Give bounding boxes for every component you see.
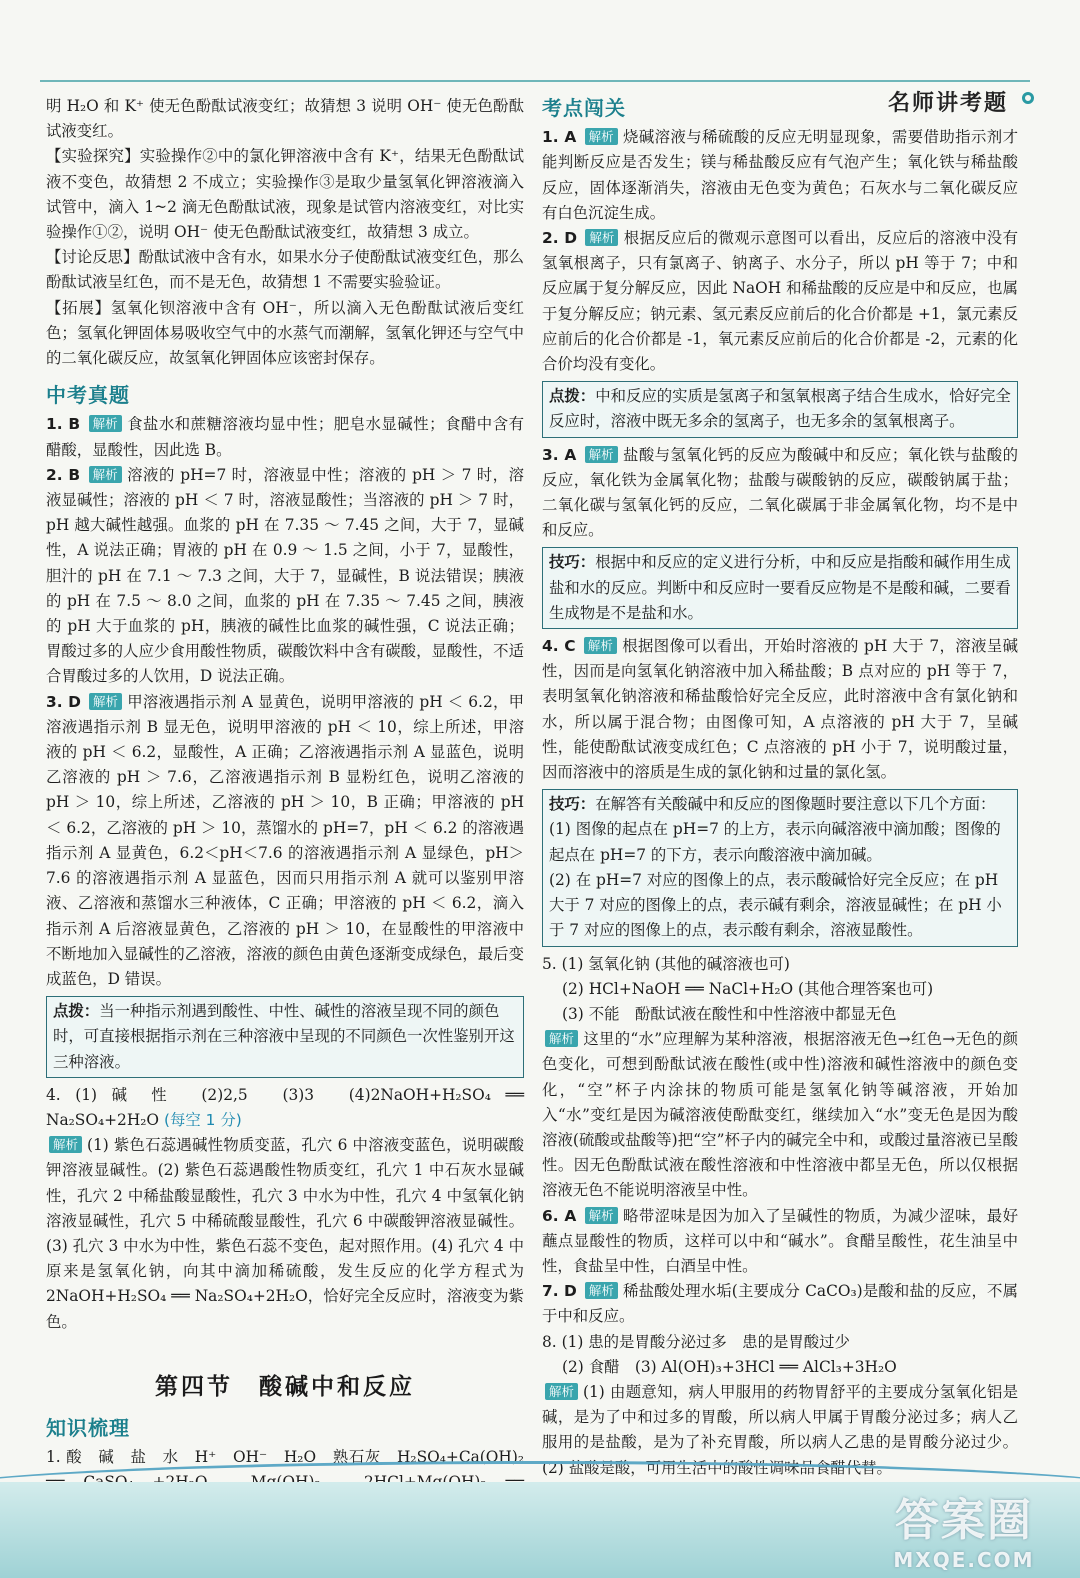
answer-text: 根据图像可以看出，开始时溶液的 pH 大于 7，溶液呈碱性，因而是向氢氧化钠溶液中加入稀盐酸；B 点对应的 pH 等于 7，表明氢氧化钠溶液和稀盐酸恰好完全反应，此时溶液中含有氯化钠和水，所以属于混合物；由图像可知，A 点溶液的 pH 大于 7，呈碱性，能使酚酞试液变成红色；C 点溶液的 pH 小于 7，说明酸过量，因而溶液中的溶质是生成的氯化钠和过量的氯化氢。: [542, 637, 1018, 782]
analysis-badge: 解析: [89, 693, 122, 710]
header-circle-icon: [1022, 92, 1034, 104]
section-heading-knowledge: 知识梳理: [46, 1415, 130, 1440]
tip-label: 点拨：: [549, 387, 596, 406]
knowledge-item: 1. 酸 碱 盐 水 H⁺ OH⁻ H₂O 熟石灰 H₂SO₄+Ca(OH)₂: [46, 1448, 524, 1467]
answer-item: [46, 690, 524, 992]
answer-item: [46, 1083, 524, 1133]
answer-line: (3) 不能 酚酞试液在酸性和中性溶液中都显无色: [562, 1004, 897, 1023]
tip-label: 技巧：: [549, 795, 596, 814]
answer-line: (2) 食醋 (3) Al(OH)₃+3HCl ══ AlCl₃+3H₂O: [562, 1357, 897, 1376]
header-title: 名师讲考题: [887, 91, 1008, 116]
technique-box: [542, 547, 1018, 629]
answer-item: [542, 1204, 1018, 1280]
answer-number: 4. C: [542, 637, 576, 656]
analysis-badge: 解析: [585, 1207, 618, 1224]
answer-number: 1. A: [542, 128, 577, 147]
tip-label: 点拨：: [53, 1002, 100, 1021]
analysis-badge: 解析: [585, 229, 618, 246]
score-note: (每空 1 分): [163, 1110, 242, 1129]
analysis-badge: 解析: [584, 637, 617, 654]
answer-text: 盐酸与氢氧化钙的反应为酸碱中和反应；氧化铁与盐酸的反应，氧化铁为金属氧化物；盐酸与碳酸钠的反应，碳酸钠属于盐；二氧化碳与氢氧化钙的反应，二氧化碳属于非金属氧化物，均不是中和反应。: [542, 445, 1018, 540]
answer-item: [542, 443, 1018, 544]
header-rule: [40, 80, 1030, 82]
answer-item: [542, 1027, 1018, 1203]
answer-item: [46, 1133, 524, 1335]
answer-line: (2) HCl+NaOH ══ NaCl+H₂O (其他合理答案也可): [562, 979, 934, 998]
technique-box: [542, 789, 1018, 946]
tip-box: [46, 996, 524, 1078]
answer-text: (1) 由题意知，病人甲服用的药物胃舒平的主要成分氢氧化铝是碱，是为了中和过多的胃酸，所以病人甲属于胃酸分泌过多；病人乙服用的是盐酸，是为了补充胃酸，所以病人乙患的是胃酸分泌过少。(2) 盐酸是酸，可用生活中的酸性调味品食醋代替。: [542, 1382, 1018, 1477]
answer-item: [542, 1279, 1018, 1329]
intro-paragraph: 明 H₂O 和 K⁺ 使无色酚酞试液变红；故猜想 3 说明 OH⁻ 使无色酚酞试液变红。: [46, 97, 524, 141]
answer-text: 略带涩味是因为加入了呈碱性的物质，为减少涩味，最好蘸点显酸性的物质，这样可以中和“碱水”。食醋呈酸性，花生油呈中性，食盐呈中性，白酒呈中性。: [542, 1206, 1018, 1275]
intro-paragraph: 【实验探究】实验操作②中的氯化钾溶液中含有 K⁺，结果无色酚酞试液不变色，故猜想 2 不成立；实验操作③是取少量氢氧化钾溶液滴入试管中，滴入 1~2 滴无色酚酞试液，现象是试管内溶液变红，对比实验操作①②，说明 OH⁻ 使无色酚酞试液变红，故猜想 3 成立。: [46, 147, 524, 242]
watermark-url: MXQE.COM: [893, 1548, 1035, 1572]
answer-line: 5. (1) 氢氧化钠 (其他的碱溶液也可): [542, 954, 790, 973]
tip-text: (1) 图像的起点在 pH=7 的上方，表示向碱溶液中滴加酸；图像的起点在 pH=7 的下方，表示向酸溶液中滴加碱。: [549, 820, 1001, 864]
answer-number: 3. D: [46, 692, 81, 711]
answer-text: 甲溶液遇指示剂 A 显黄色，说明甲溶液的 pH ＜ 6.2，甲溶液遇指示剂 B 显无色，说明甲溶液的 pH ＜ 10，综上所述，甲溶液的 pH ＜ 6.2，显酸性，A 正确；乙溶液遇指示剂 A 显蓝色，说明乙溶液的 pH ＞ 7.6，乙溶液遇指示剂 B 显粉红色，说明乙溶液的 pH ＞ 10，综上所述，乙溶液的 pH ＞ 10，B 正确；甲溶液的 pH ＜ 6.2，乙溶液的 pH ＞ 10，蒸馏水的 pH=7，pH ＜ 6.2 的溶液遇指示剂 A 显黄色，6.2＜pH＜7.6 的溶液遇指示剂 A 显绿色，pH＞7.6 的溶液遇指示剂 A 显蓝色，因而只用指示剂 A 就可以鉴别甲溶液、乙溶液和蒸馏水三种液体，C 正确；甲溶液的 pH ＜ 6.2，滴入指示剂 A 后溶液显黄色，乙溶液的 pH ＞ 10，在显酸性的甲溶液中不断地加入显碱性的乙溶液，溶液的颜色由黄色逐渐变成绿色，最后变成蓝色，D 错误。: [46, 692, 524, 988]
watermark-logo: [864, 1484, 1064, 1574]
section-heading-practice: 考点闯关: [542, 96, 626, 120]
left-column: [46, 94, 524, 1546]
analysis-badge: 解析: [545, 1383, 578, 1400]
tip-text: (2) 在 pH=7 对应的图像上的点，表示酸碱恰好完全反应；在 pH 大于 7 对应的图像上的点，表示碱有剩余，溶液显碱性；在 pH 小于 7 对应的图像上的点，表示酸有剩余，溶液显酸性。: [549, 870, 1002, 940]
tip-box: [542, 381, 1018, 437]
answer-text: 食盐水和蔗糖溶液均显中性；肥皂水显碱性；食醋中含有醋酸，显酸性，因此选 B。: [46, 415, 524, 459]
answer-item: [46, 412, 524, 462]
right-column: [542, 94, 1018, 1531]
answer-number: 1. B: [46, 415, 81, 434]
chapter-title: 第四节 酸碱中和反应: [155, 1373, 415, 1400]
answer-text: 根据反应后的微观示意图可以看出，反应后的溶液中没有氢氧根离子，只有氯离子、钠离子、水分子，所以 pH 等于 7；中和反应属于复分解反应，因此 NaOH 和稀盐酸的反应是中和反应，也属于复分解反应；钠元素、氢元素反应前后的化合价都是 +1，氯元素反应前后的化合价都是 -1，氧元素反应前后的化合价都是 -2，元素的化合价均没有变化。: [542, 229, 1018, 374]
answer-item: [542, 634, 1018, 785]
answer-item: [542, 226, 1018, 377]
answer-line: 4. (1) 碱 性 (2)2,5 (3)3 (4)2NaOH+H₂SO₄ ══ Na₂SO₄+2H₂O: [46, 1085, 524, 1129]
analysis-badge: 解析: [49, 1136, 82, 1153]
intro-paragraph: 【拓展】氢氧化钡溶液中含有 OH⁻，所以滴入无色酚酞试液后变红色；氢氧化钾固体易吸收空气中的水蒸气而潮解，氢氧化钾还与空气中的二氧化碳反应，故氢氧化钾固体应该密封保存。: [46, 298, 524, 368]
analysis-badge: 解析: [585, 1282, 618, 1299]
tip-text: 在解答有关酸碱中和反应的图像题时要注意以下几个方面：: [595, 795, 996, 814]
answer-number: 2. D: [542, 229, 578, 248]
answer-item: [46, 463, 524, 690]
answer-number: 7. D: [542, 1282, 577, 1301]
answer-text: 溶液的 pH=7 时，溶液显中性；溶液的 pH ＞ 7 时，溶液显碱性；溶液的 pH ＜ 7 时，溶液显酸性；当溶液的 pH ＞ 7 时，pH 越大碱性越强。血浆的 pH 在 7.35 ～ 7.45 之间，大于 7，显碱性，A 说法正确；胃液的 pH 在 0.9 ～ 1.5 之间，小于 7，显酸性，胆汁的 pH 在 7.1 ～ 7.3 之间，大于 7，显碱性，B 说法错误；胰液的 pH 在 7.5 ～ 8.0 之间，血浆的 pH 在 7.35 ～ 7.45 之间，胰液的 pH 大于血浆的 pH，胰液的碱性比血浆的碱性强，C 说法正确；胃酸过多的人应少食用酸性物质，碳酸饮料中含有碳酸，显酸性，不适合胃酸过多的人饮用，D 说法正确。: [46, 465, 524, 686]
analysis-badge: 解析: [585, 446, 618, 463]
watermark-text: 答案圈: [895, 1495, 1033, 1546]
tip-label: 技巧：: [549, 553, 596, 572]
answer-number: 3. A: [542, 445, 577, 464]
answer-line: 8. (1) 患的是胃酸分泌过多 患的是胃酸过少: [542, 1332, 850, 1351]
tip-text: 根据中和反应的定义进行分析，中和反应是指酸和碱作用生成盐和水的反应。判断中和反应时一要看反应物是不是酸和碱，二要看生成物是不是盐和水。: [549, 553, 1011, 622]
answer-text: 烧碱溶液与稀硫酸的反应无明显现象，需要借助指示剂才能判断反应是否发生；镁与稀盐酸反应有气泡产生；氧化铁与稀盐酸反应，固体逐渐消失，溶液由无色变为黄色；石灰水与二氧化碳反应有白色沉淀生成。: [542, 128, 1018, 222]
analysis-badge: 解析: [89, 415, 122, 432]
answer-item: [542, 125, 1018, 226]
analysis-badge: 解析: [585, 128, 618, 145]
answer-text: (1) 紫色石蕊遇碱性物质变蓝，孔穴 6 中溶液变蓝色，说明碳酸钾溶液显碱性。(2) 紫色石蕊遇酸性物质变红，孔穴 1 中石灰水显碱性，孔穴 2 中稀盐酸显酸性，孔穴 3 中水为中性，孔穴 4 中氢氧化钠溶液显碱性，孔穴 5 中稀硫酸显酸性，孔穴 6 中碳酸钾溶液显碱性。(3) 孔穴 3 中水为中性，紫色石蕊不变色，起对照作用。(4) 孔穴 4 中原来是氢氧化钠，向其中滴加稀硫酸，发生反应的化学方程式为 2NaOH+H₂SO₄ ══ Na₂SO₄+2H₂O，恰好完全反应时，溶液变为紫色。: [46, 1136, 524, 1331]
analysis-badge: 解析: [89, 466, 122, 483]
analysis-badge: 解析: [545, 1030, 578, 1047]
section-heading-exam: 中考真题: [46, 383, 130, 408]
tip-text: 中和反应的实质是氢离子和氢氧根离子结合生成水，恰好完全反应时，溶液中既无多余的氢离子，也无多余的氢氧根离子。: [549, 387, 1011, 431]
answer-text: 这里的“水”应理解为某种溶液，根据溶液无色→红色→无色的颜色变化，可想到酚酞试液在酸性(或中性)溶液和碱性溶液中的颜色变化，“空”杯子内涂抹的物质可能是氢氧化钠等碱溶液，开始加入“水”变红是因为碱溶液使酚酞变红，继续加入“水”变无色是因为酸溶液(硫酸或盐酸等)把“空”杯子内的碱完全中和，或酸过量溶液已呈酸性。因无色酚酞试液在酸性溶液和中性溶液中都呈无色，所以仅根据溶液无色不能说明溶液呈中性。: [542, 1030, 1018, 1200]
answer-number: 2. B: [46, 465, 81, 484]
intro-paragraph: 【讨论反思】酚酞试液中含有水，如果水分子使酚酞试液变红色，那么酚酞试液呈红色，而不是无色，故猜想 1 不需要实验验证。: [46, 248, 524, 292]
answer-text: 稀盐酸处理水垢(主要成分 CaCO₃)是酸和盐的反应，不属于中和反应。: [542, 1282, 1018, 1326]
tip-text: 当一种指示剂遇到酸性、中性、碱性的溶液呈现不同的颜色时，可直接根据指示剂在三种溶液中呈现的不同颜色一次性鉴别开这三种溶液。: [53, 1002, 515, 1071]
answer-number: 6. A: [542, 1206, 577, 1225]
